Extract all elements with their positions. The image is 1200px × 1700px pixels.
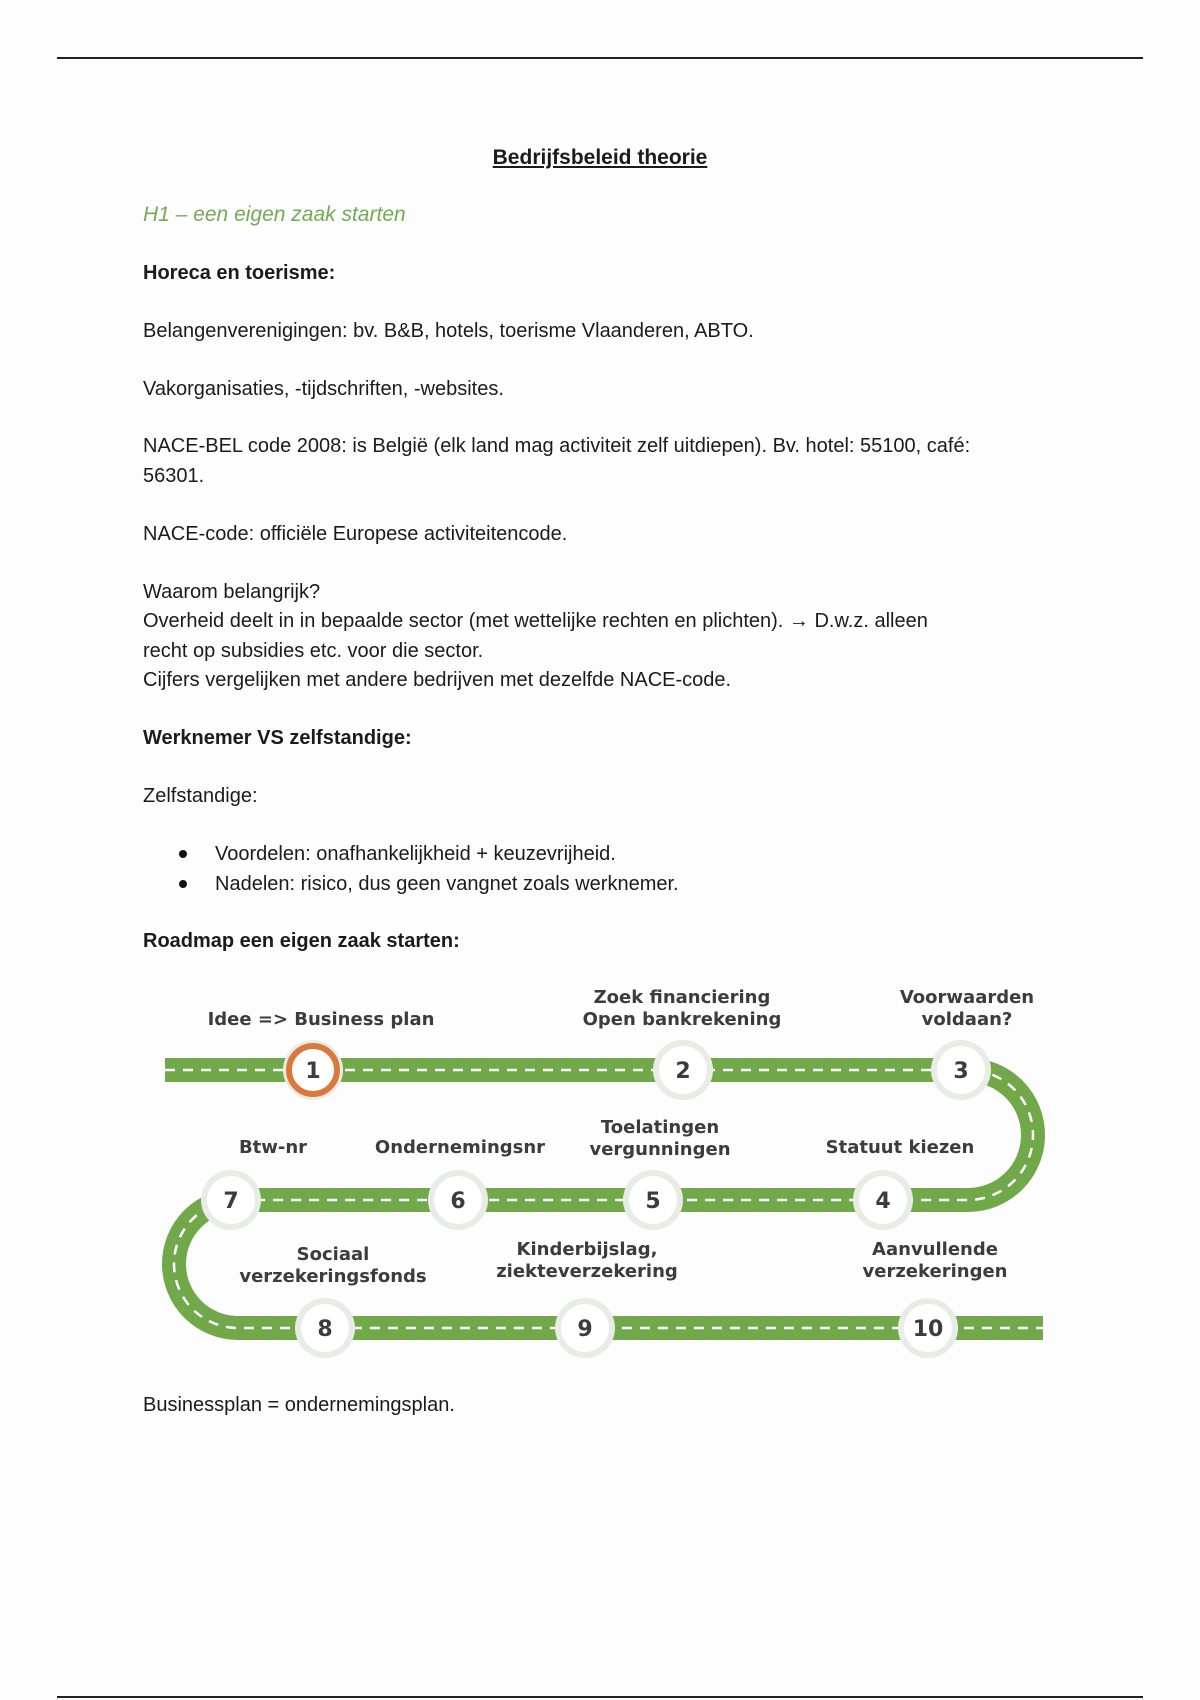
paragraph-nacecode: NACE-code: officiële Europese activiteitencode. — [143, 523, 568, 545]
step-number: 4 — [875, 1189, 891, 1214]
step-number: 8 — [317, 1317, 333, 1342]
paragraph-nacebel-line1: NACE-BEL code 2008: is België (elk land mag activiteit zelf uitdiepen). Bv. hotel: 55100, café: — [143, 435, 971, 457]
paragraph-cijfers: Cijfers vergelijken met andere bedrijven met dezelfde NACE-code. — [143, 669, 732, 691]
step-label: verzekeringsfonds — [239, 1266, 427, 1287]
step-label: voldaan? — [921, 1009, 1013, 1030]
page-title: Bedrijfsbeleid theorie — [492, 146, 708, 169]
step-number: 6 — [450, 1189, 466, 1214]
step-label: Ondernemingsnr — [374, 1137, 546, 1158]
bullet-dot — [179, 880, 187, 888]
step-label: Aanvullende — [872, 1239, 998, 1260]
section-heading-werknemer: Werknemer VS zelfstandige: — [143, 727, 412, 749]
step-number: 7 — [223, 1189, 239, 1214]
paragraph-waarom: Waarom belangrijk? — [143, 581, 321, 603]
step-label: vergunningen — [589, 1139, 731, 1160]
paragraph-overheid-line2: recht op subsidies etc. voor die sector. — [143, 640, 484, 662]
paragraph-zelfstandige: Zelfstandige: — [143, 785, 258, 807]
step-label: Zoek financiering — [593, 987, 771, 1008]
step-label: Open bankrekening — [582, 1009, 782, 1030]
step-label: verzekeringen — [862, 1261, 1008, 1282]
roadmap-diagram — [143, 980, 1063, 1360]
step-label: Idee => Business plan — [207, 1009, 435, 1030]
step-number: 1 — [305, 1059, 321, 1084]
chapter-heading: H1 – een eigen zaak starten — [143, 203, 406, 226]
section-heading-horeca: Horeca en toerisme: — [143, 262, 336, 284]
step-label: Statuut kiezen — [825, 1137, 975, 1158]
step-number: 5 — [645, 1189, 661, 1214]
step-label: Btw-nr — [238, 1137, 308, 1158]
step-number: 2 — [675, 1059, 691, 1084]
step-label: ziekteverzekering — [496, 1261, 678, 1282]
paragraph-overheid-line1: Overheid deelt in in bepaalde sector (met wettelijke rechten en plichten). → D.w.z. alleen — [143, 610, 928, 632]
paragraph-businessplan: Businessplan = ondernemingsplan. — [143, 1394, 455, 1416]
section-heading-roadmap: Roadmap een eigen zaak starten: — [143, 930, 460, 952]
step-label: Voorwaarden — [899, 987, 1035, 1008]
step-number: 3 — [953, 1059, 969, 1084]
bullet-dot — [179, 850, 187, 858]
paragraph-belangenverenigingen: Belangenverenigingen: bv. B&B, hotels, toerisme Vlaanderen, ABTO. — [143, 320, 754, 342]
footer-rule — [57, 1696, 1143, 1698]
header-rule — [57, 57, 1143, 59]
step-label: Sociaal — [296, 1244, 370, 1265]
bullet-text: Nadelen: risico, dus geen vangnet zoals werknemer. — [215, 873, 679, 895]
paragraph-vakorganisaties: Vakorganisaties, -tijdschriften, -websites. — [143, 378, 504, 400]
bullet-text: Voordelen: onafhankelijkheid + keuzevrijheid. — [215, 843, 616, 865]
paragraph-nacebel-line2: 56301. — [143, 465, 205, 487]
step-number: 10 — [912, 1317, 944, 1342]
step-number: 9 — [577, 1317, 593, 1342]
step-label: Kinderbijslag, — [516, 1239, 658, 1260]
step-label: Toelatingen — [600, 1117, 720, 1138]
